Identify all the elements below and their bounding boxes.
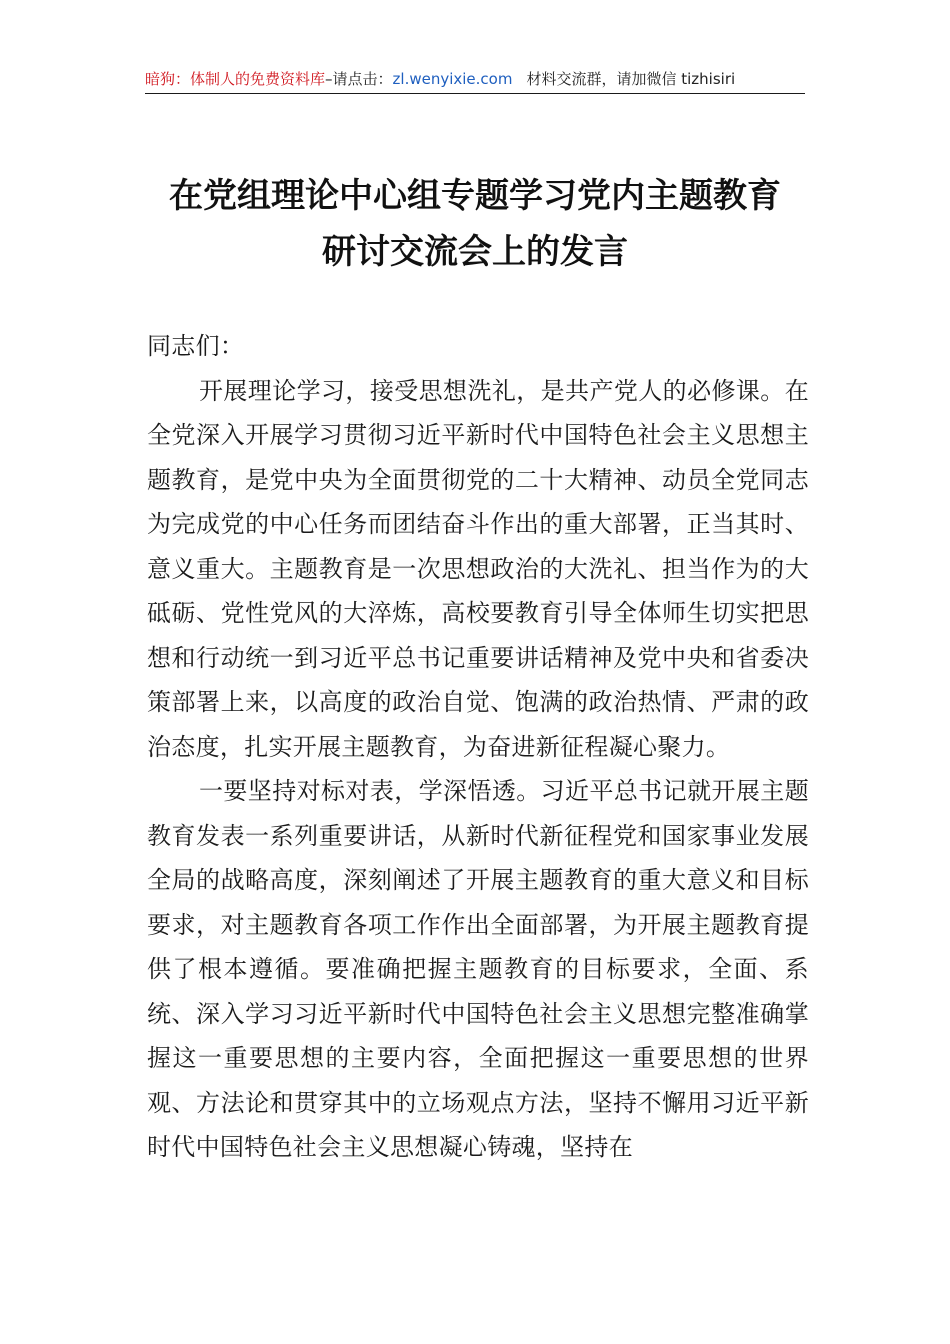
page-header xyxy=(145,66,805,92)
header-wechat-note: 材料交流群，请加微信 tizhisiri xyxy=(526,70,736,88)
title-line-2: 研讨交流会上的发言 xyxy=(322,232,628,272)
header-click-prompt: –请点击： xyxy=(325,70,393,88)
header-url-link[interactable]: zl.wenyixie.com xyxy=(392,70,513,88)
title-line-1: 在党组理论中心组专题学习党内主题教育 xyxy=(169,176,781,216)
document-body xyxy=(147,324,809,1170)
salutation: 同志们： xyxy=(147,332,245,360)
paragraph-2: 一要坚持对标对表，学深悟透。习近平总书记就开展主题教育发表一系列重要讲话，从新时代新征程党和国家事业发展全局的战略高度，深刻阐述了开展主题教育的重大意义和目标要求，对主题教育各项工作作出全面部署，为开展主题教育提供了根本遵循。要准确把握主题教育的目标要求，全面、系统、深入学习习近平新时代中国特色社会主义思想完整准确掌握这一重要思想的主要内容，全面把握这一重要思想的世界观、方法论和贯穿其中的立场观点方法，坚持不懈用习近平新时代中国特色社会主义思想凝心铸魂，坚持在 xyxy=(147,777,809,1161)
paragraph-1: 开展理论学习，接受思想洗礼，是共产党人的必修课。在全党深入开展学习贯彻习近平新时代中国特色社会主义思想主题教育，是党中央为全面贯彻党的二十大精神、动员全党同志为完成党的中心任务而团结奋斗作出的重大部署，正当其时、意义重大。主题教育是一次思想政治的大洗礼、担当作为的大砥砺、党性党风的大淬炼，高校要教育引导全体师生切实把思想和行动统一到习近平总书记重要讲话精神及党中央和省委决策部署上来，以高度的政治自觉、饱满的政治热情、严肃的政治态度，扎实开展主题教育，为奋进新征程凝心聚力。 xyxy=(147,376,809,761)
document-title xyxy=(120,168,830,280)
header-divider xyxy=(145,93,805,94)
header-brand: 暗狗：体制人的免费资料库 xyxy=(145,70,326,88)
